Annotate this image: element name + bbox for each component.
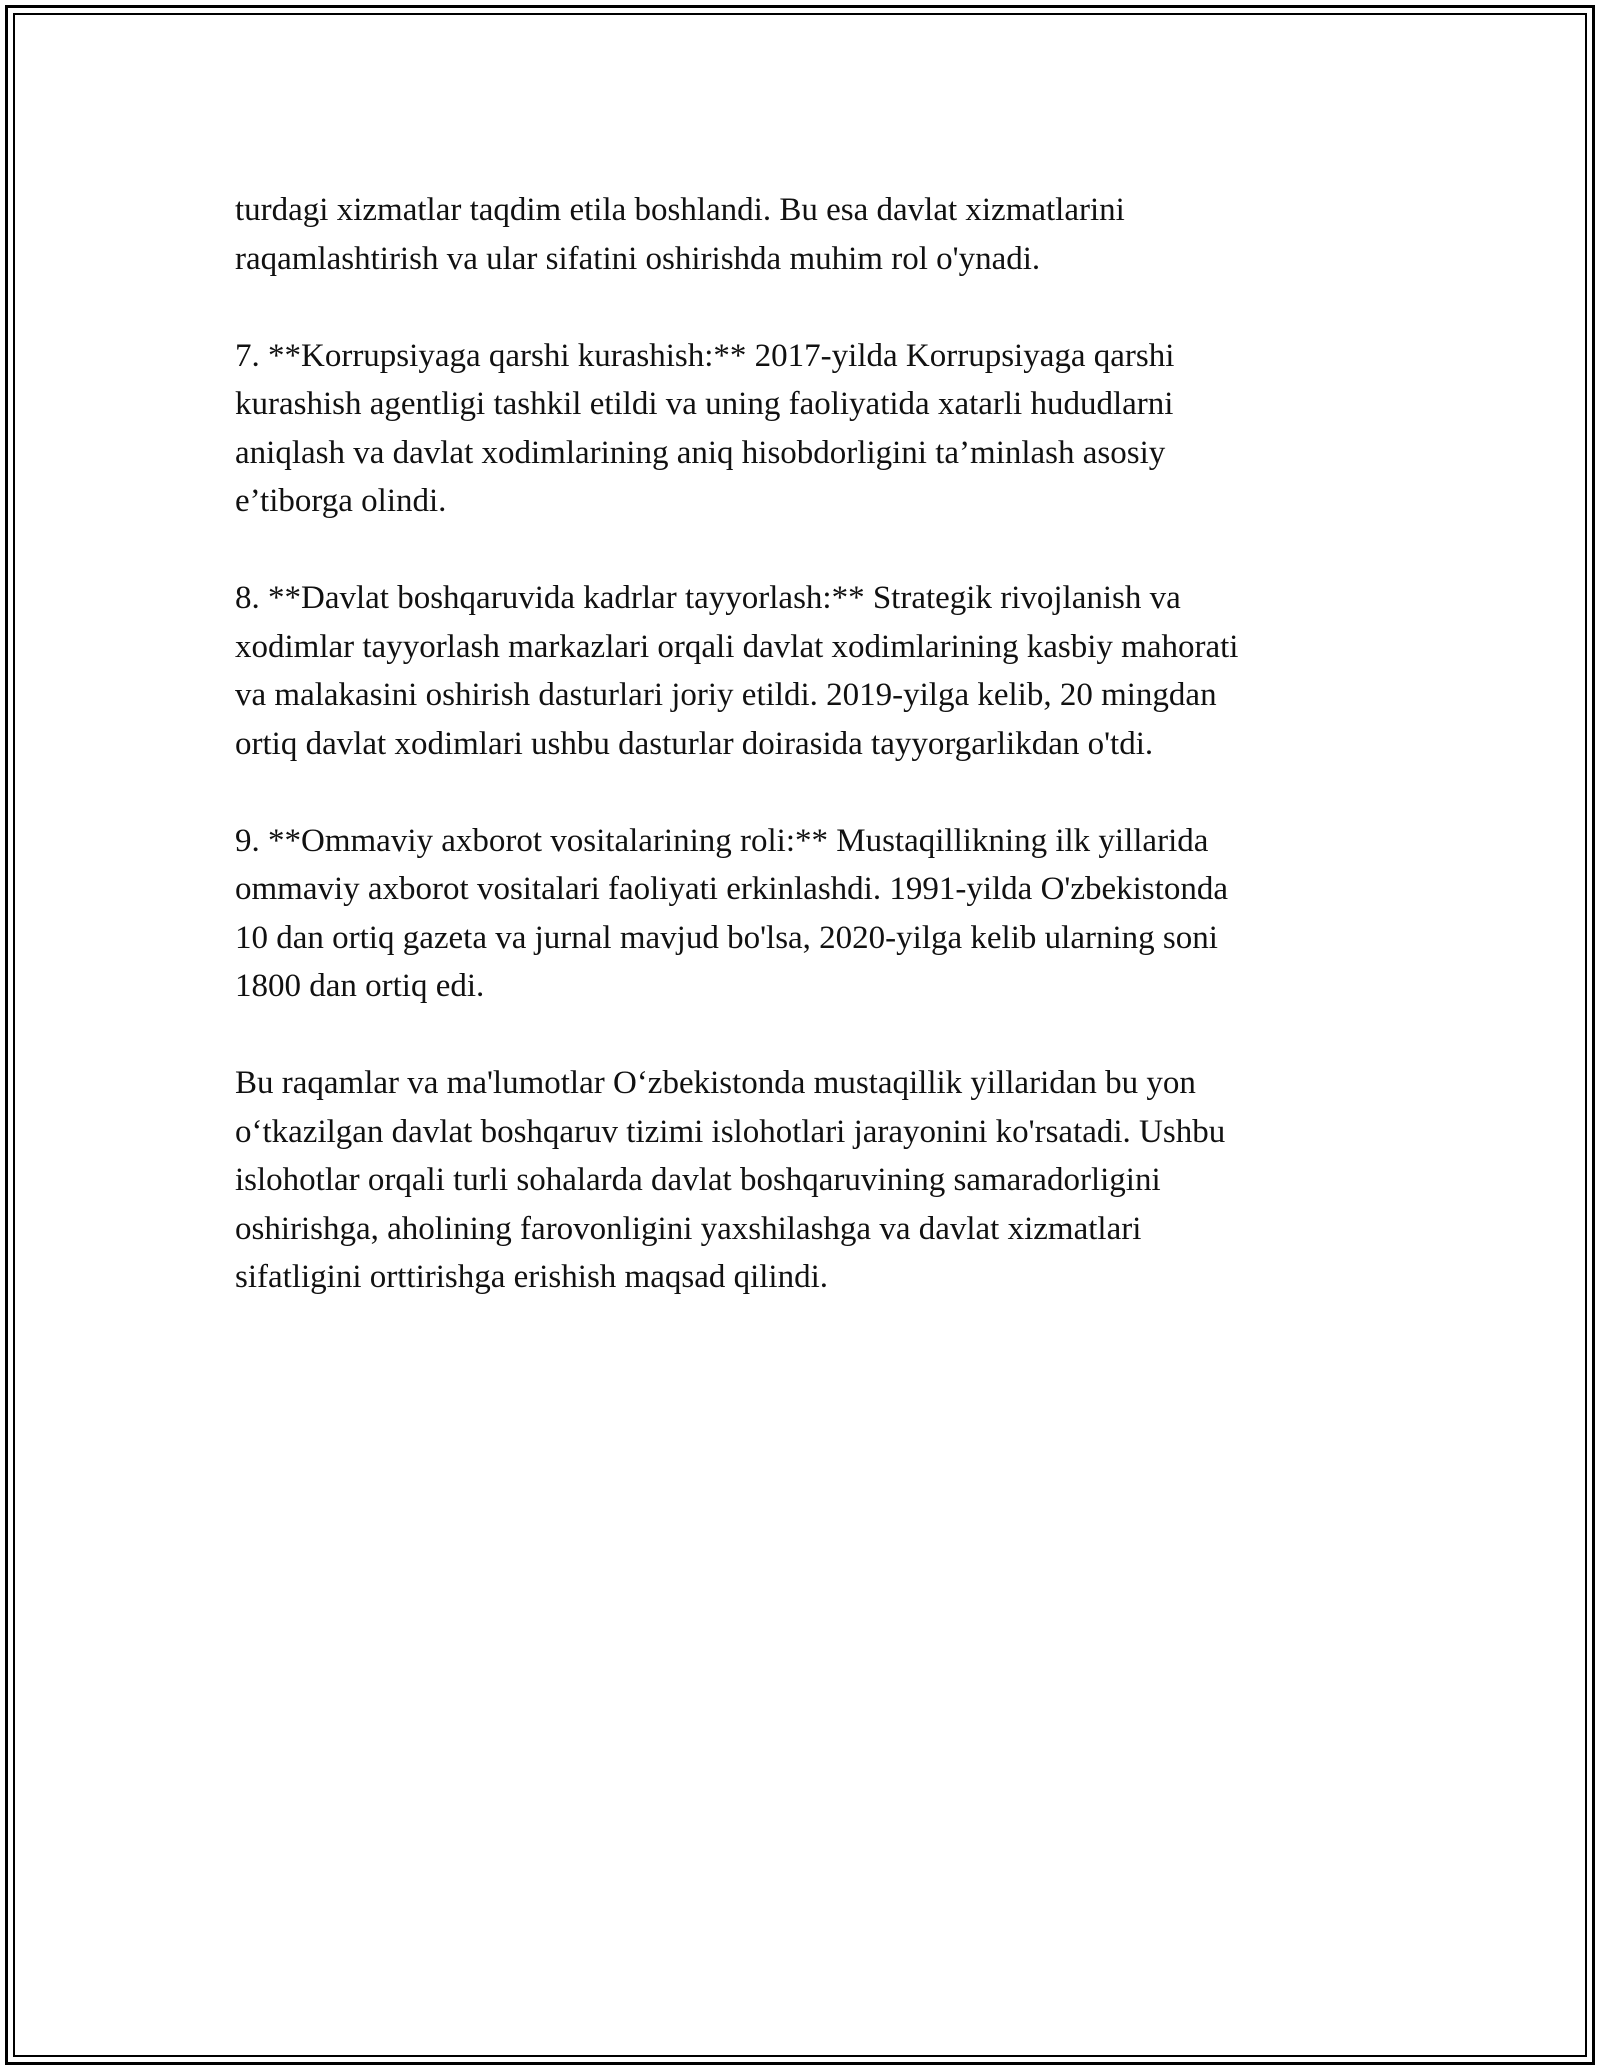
paragraph-item-9-mass-media: 9. **Ommaviy axborot vositalarining roli:** Mustaqillikning ilk yillarida ommaviy axborot vositalari faoliyati erkinlashdi. 1991-yilda O'zbekistonda 10 dan ortiq gazeta va jurnal mavjud bo'lsa, 2020-yilga kelib ularning soni 1800 dan ortiq edi. <box>235 822 1228 1004</box>
paragraph-conclusion: Bu raqamlar va ma'lumotlar O‘zbekistonda mustaqillik yillaridan bu yon o‘tkazilgan davlat boshqaruv tizimi islohotlari jarayonini ko'rsatadi. Ushbu islohotlar orqali turli sohalarda davlat boshqaruvining samaradorligini oshirishga, aholining farovonligini yaxshilashga va davlat xizmatlari sifatligini orttirishga erishish maqsad qilindi. <box>235 1065 1226 1295</box>
paragraph-intro-continuation: turdagi xizmatlar taqdim etila boshlandi. Bu esa davlat xizmatlarini raqamlashtirish va ular sifatini oshirishda muhim rol o'ynadi. <box>235 192 1125 277</box>
document-body <box>235 186 1365 1350</box>
paragraph-item-7-anticorruption: 7. **Korrupsiyaga qarshi kurashish:** 2017-yilda Korrupsiyaga qarshi kurashish agentligi tashkil etildi va uning faoliyatida xatarli hududlarni aniqlash va davlat xodimlarining aniq hisobdorligini ta’minlash asosiy e’tiborga olindi. <box>235 337 1175 519</box>
paragraph-item-8-personnel-training: 8. **Davlat boshqaruvida kadrlar tayyorlash:** Strategik rivojlanish va xodimlar tayyorlash markazlari orqali davlat xodimlarining kasbiy mahorati va malakasini oshirish dasturlari joriy etildi. 2019-yilga kelib, 20 mingdan ortiq davlat xodimlari ushbu dasturlar doirasida tayyorgarlikdan o'tdi. <box>235 580 1239 762</box>
